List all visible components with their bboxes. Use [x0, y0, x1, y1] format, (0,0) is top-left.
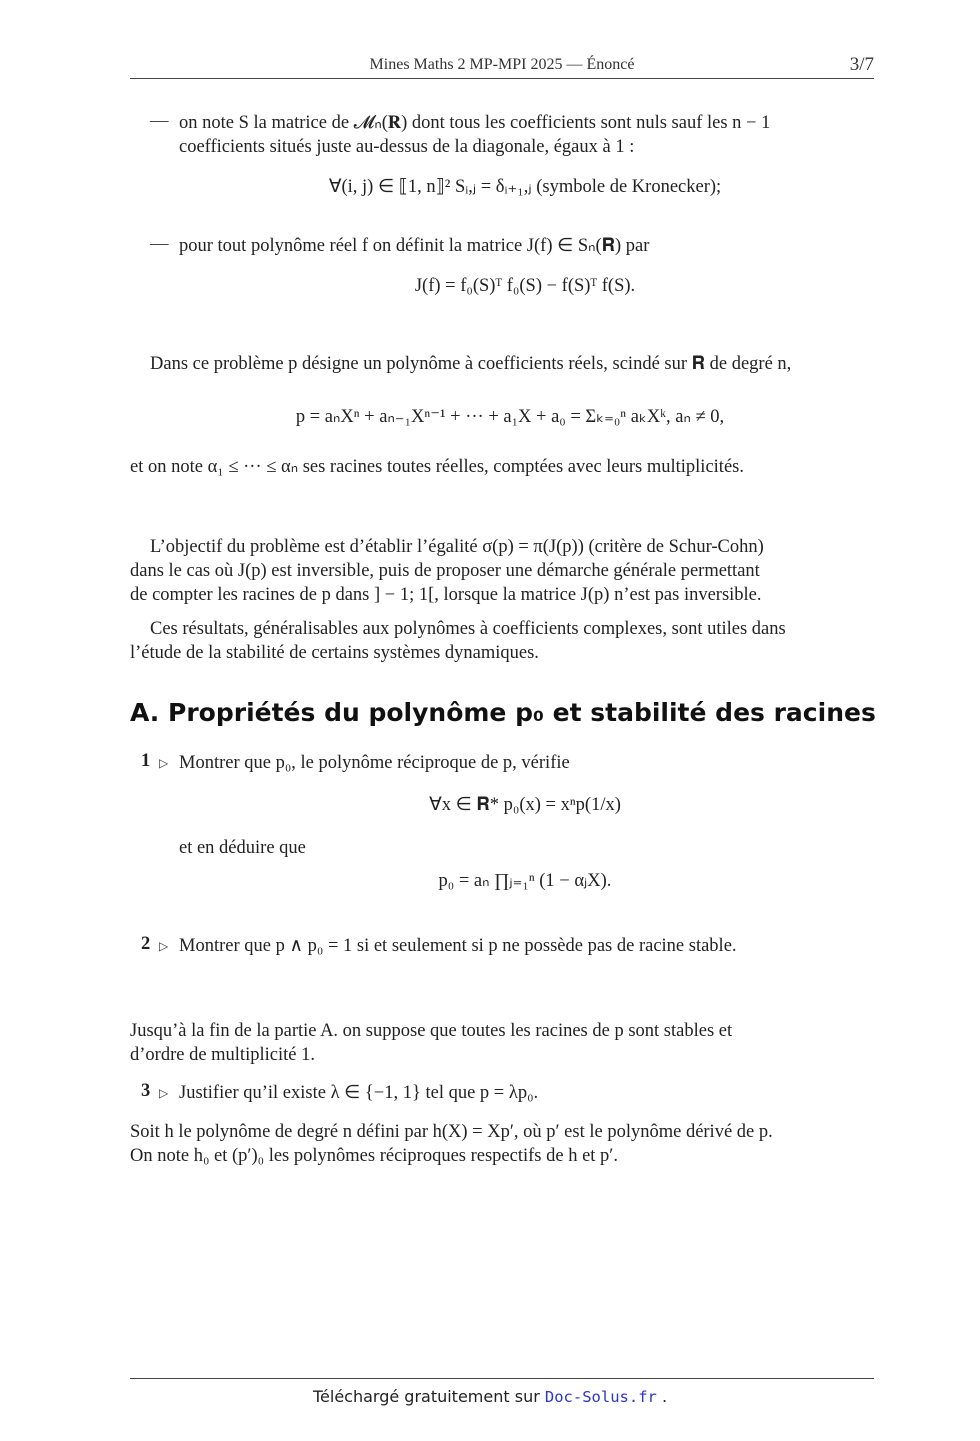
- bullet-2-line-1: pour tout polynôme réel f on définit la matrice J(f) ∈ Sₙ(𝐑) par: [179, 236, 650, 256]
- question-1-number: 1: [141, 751, 151, 771]
- question-2-number: 2: [141, 934, 151, 954]
- bullet-dash: —: [150, 111, 169, 131]
- footer-suffix: .: [656, 1387, 668, 1406]
- bullet-1-line-1: on note S la matrice de 𝓜ₙ(𝐑) dont tous les coefficients sont nuls sauf les n − 1: [179, 113, 771, 133]
- page-footer: [0, 1387, 980, 1406]
- page-header: [130, 54, 874, 76]
- section-heading: A. Propriétés du polynôme p₀ et stabilité des racines: [130, 698, 876, 727]
- question-3-number: 3: [141, 1081, 151, 1101]
- triangle-marker-icon: ▷: [159, 1086, 169, 1100]
- kronecker-equation: ∀(i, j) ∈ ⟦1, n⟧² Sᵢ,ⱼ = δᵢ₊₁,ⱼ (symbole de Kronecker);: [328, 177, 722, 197]
- doc-solus-link[interactable]: Doc-Solus.fr: [544, 1388, 657, 1406]
- triangle-marker-icon: ▷: [159, 756, 169, 770]
- part-a-line-2: d’ordre de multiplicité 1.: [130, 1045, 315, 1065]
- header-title: Mines Maths 2 MP-MPI 2025 — Énoncé: [369, 56, 635, 73]
- objective-line-3: de compter les racines de p dans ] − 1; 1[, lorsque la matrice J(p) n’est pas inversible.: [130, 585, 762, 605]
- part-a-line-1: Jusqu’à la fin de la partie A. on suppose que toutes les racines de p sont stables et: [130, 1021, 733, 1041]
- product-equation: p₀ = aₙ ∏ⱼ₌₁ⁿ (1 − αⱼX).: [438, 871, 612, 891]
- objective-line-2: dans le cas où J(p) est inversible, puis de proposer une démarche générale permettant: [130, 561, 760, 581]
- bullet-1-line-2: coefficients situés juste au-dessus de la diagonale, égaux à 1 :: [179, 137, 635, 157]
- reciprocal-equation: ∀x ∈ 𝐑* p₀(x) = xⁿp(1/x): [429, 795, 621, 815]
- triangle-marker-icon: ▷: [159, 939, 169, 953]
- footer-rule: [130, 1378, 874, 1379]
- footer-prefix: Téléchargé gratuitement sur: [312, 1387, 545, 1406]
- objective-line-4: Ces résultats, généralisables aux polynômes à coefficients complexes, sont utiles dans: [150, 619, 786, 639]
- question-1-text: Montrer que p₀, le polynôme réciproque de p, vérifie: [179, 753, 570, 773]
- objective-line-1: L’objectif du problème est d’établir l’égalité σ(p) = π(J(p)) (critère de Schur-Cohn): [150, 537, 764, 557]
- roots-paragraph: et on note α₁ ≤ ··· ≤ αₙ ses racines toutes réelles, comptées avec leurs multiplicités.: [130, 457, 744, 477]
- closing-line-2: On note h₀ et (p′)₀ les polynômes réciproques respectifs de h et p′.: [130, 1146, 618, 1166]
- closing-line-1: Soit h le polynôme de degré n défini par h(X) = Xp′, où p′ est le polynôme dérivé de p.: [130, 1122, 773, 1142]
- page-number: 3/7: [849, 54, 874, 75]
- header-rule: [130, 78, 874, 79]
- polynomial-equation: p = aₙXⁿ + aₙ₋₁Xⁿ⁻¹ + ··· + a₁X + a₀ = Σₖ₌₀ⁿ aₖXᵏ, aₙ ≠ 0,: [295, 407, 725, 427]
- bullet-dash: —: [150, 234, 169, 254]
- j-f-equation: J(f) = f₀(S)ᵀ f₀(S) − f(S)ᵀ f(S).: [414, 276, 636, 296]
- question-3-text: Justifier qu’il existe λ ∈ {−1, 1} tel que p = λp₀.: [179, 1083, 539, 1103]
- question-2-text: Montrer que p ∧ p₀ = 1 si et seulement si p ne possède pas de racine stable.: [179, 936, 737, 956]
- question-1-middle: et en déduire que: [179, 838, 306, 858]
- objective-line-5: l’étude de la stabilité de certains systèmes dynamiques.: [130, 643, 539, 663]
- intro-paragraph: Dans ce problème p désigne un polynôme à coefficients réels, scindé sur 𝐑 de degré n,: [150, 354, 792, 374]
